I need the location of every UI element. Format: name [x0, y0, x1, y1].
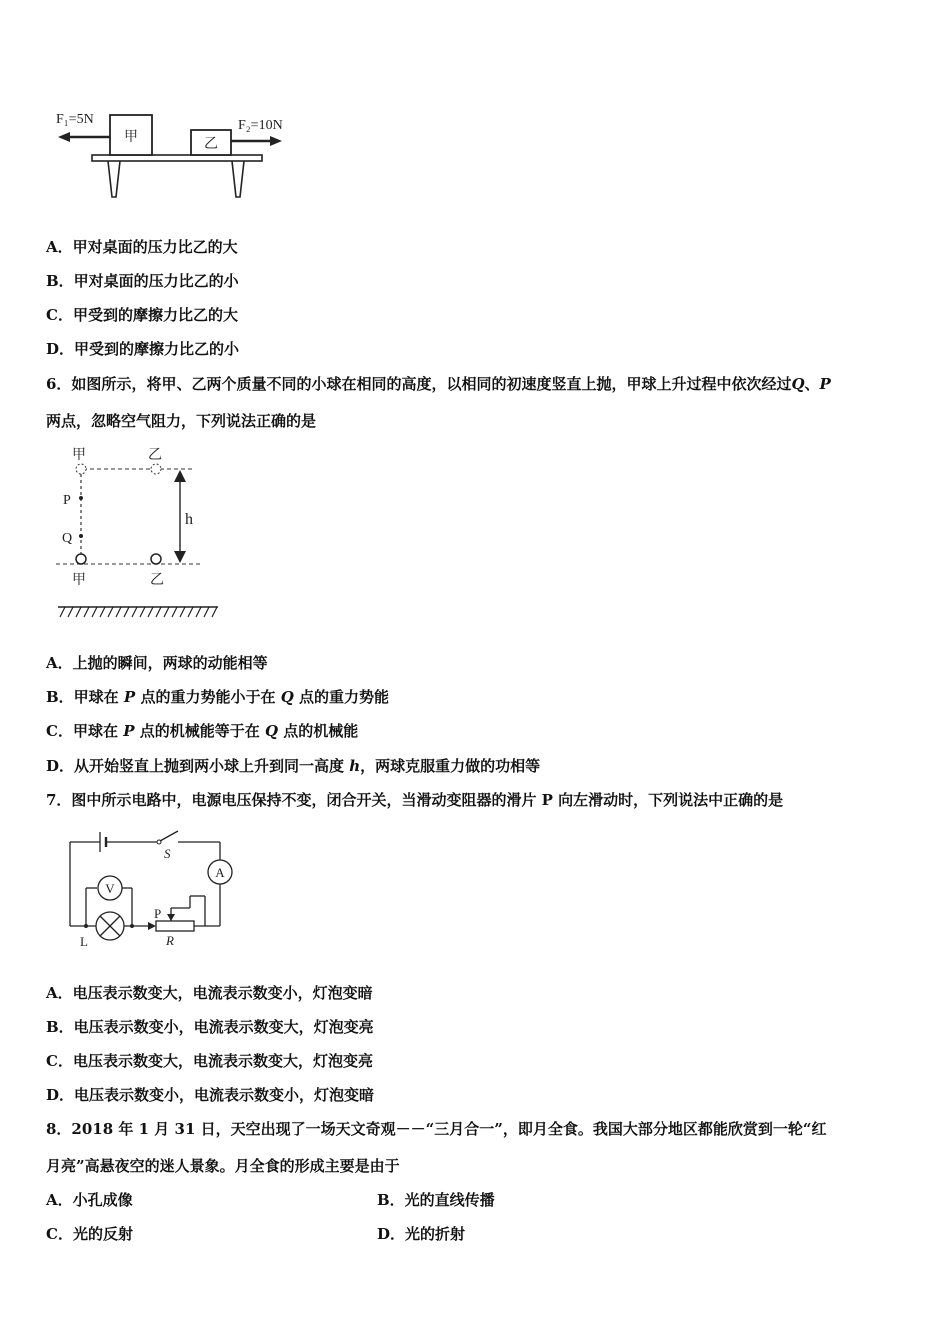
- q6-optc-q: Q: [264, 722, 279, 740]
- q6-stem-sep: 、: [804, 375, 820, 393]
- q6-optb-mid: 点的重力势能小于在: [140, 688, 276, 706]
- rheostat-r-label: R: [166, 933, 174, 948]
- q8-stem-line1: 8．2018 年 1 月 31 日，天空出现了一场天文奇观－－“三月合一”，即月全食。我国大部分地区都能欣赏到一轮“红: [46, 1120, 827, 1138]
- point-q-label: Q: [62, 531, 73, 546]
- slider-p-label: P: [154, 906, 162, 921]
- f1-label: F₁=5N: [56, 112, 94, 127]
- q7-option-c: C．电压表示数变大，电流表示数变大，灯泡变亮: [46, 1052, 373, 1070]
- q8-option-b: B．光的直线传播: [377, 1191, 495, 1209]
- top-ball-a-label: 甲: [72, 448, 86, 463]
- q5-option-b: B．甲对桌面的压力比乙的小: [46, 272, 239, 290]
- bottom-ball-b-label: 乙: [150, 573, 164, 588]
- q6-stem-p: P: [819, 375, 831, 393]
- q7-stem: 7．图中所示电路中，电源电压保持不变，闭合开关，当滑动变阻器的滑片 P 向左滑动时，下列说法中正确的是: [46, 791, 784, 809]
- q6-optd-h: h: [349, 757, 361, 775]
- q8-option-a: A．小孔成像: [46, 1191, 133, 1209]
- q5-option-c: C．甲受到的摩擦力比乙的大: [46, 306, 238, 324]
- q6-optc-mid: 点的机械能等于在: [139, 722, 260, 740]
- q6-optc-pre: C．甲球在: [46, 722, 118, 740]
- q6-option-c: [46, 720, 358, 741]
- f2-label: F₂=10N: [238, 118, 283, 133]
- q8-option-c: C．光的反射: [46, 1225, 133, 1243]
- q6-stem-line2: 两点，忽略空气阻力，下列说法正确的是: [46, 412, 317, 430]
- lamp-l-label: L: [80, 934, 88, 949]
- q7-option-a: A．电压表示数变大，电流表示数变小，灯泡变暗: [46, 984, 373, 1002]
- q6-option-a: A．上抛的瞬间，两球的动能相等: [46, 654, 268, 672]
- q6-stem-q: Q: [791, 375, 805, 393]
- q6-optc-p: P: [123, 722, 135, 740]
- table-blocks-figure: [50, 105, 310, 205]
- q6-option-b: [46, 686, 389, 707]
- q6-option-d: [46, 755, 540, 776]
- q6-optd-pre: D．从开始竖直上抛到两小球上升到同一高度: [46, 757, 345, 775]
- q5-option-d: D．甲受到的摩擦力比乙的小: [46, 340, 240, 358]
- circuit-figure: [60, 822, 250, 952]
- block-b-label: 乙: [204, 137, 218, 152]
- q6-optb-p: P: [123, 688, 136, 706]
- voltmeter-v-label: V: [105, 881, 115, 896]
- q6-optb-pre: B．甲球在: [46, 688, 119, 706]
- q6-stem-text: 6．如图所示，将甲、乙两个质量不同的小球在相同的高度，以相同的初速度竖直上抛，甲球上升过程中依次经过: [46, 375, 792, 393]
- q5-option-a: A．甲对桌面的压力比乙的大: [46, 238, 238, 256]
- q6-optb-post: 点的重力势能: [299, 688, 390, 706]
- q8-option-d: D．光的折射: [377, 1225, 466, 1243]
- q6-optb-q: Q: [280, 688, 294, 706]
- q8-stem-line2: 月亮”高悬夜空的迷人景象。月全食的形成主要是由于: [46, 1157, 400, 1175]
- point-p-label: P: [63, 493, 71, 508]
- q7-option-d: D．电压表示数变小，电流表示数变小，灯泡变暗: [46, 1086, 375, 1104]
- q6-optd-post: ，两球克服重力做的功相等: [360, 757, 541, 775]
- q6-stem-line1: [46, 373, 831, 394]
- q7-option-b: B．电压表示数变小，电流表示数变大，灯泡变亮: [46, 1018, 374, 1036]
- q6-optc-post: 点的机械能: [283, 722, 359, 740]
- block-a-label: 甲: [124, 130, 138, 145]
- ammeter-a-label: A: [215, 865, 225, 880]
- vertical-throw-figure: [50, 442, 240, 622]
- top-ball-b-label: 乙: [148, 448, 162, 463]
- switch-s-label: S: [164, 846, 171, 861]
- bottom-ball-a-label: 甲: [72, 573, 86, 588]
- height-h-label: h: [185, 511, 193, 528]
